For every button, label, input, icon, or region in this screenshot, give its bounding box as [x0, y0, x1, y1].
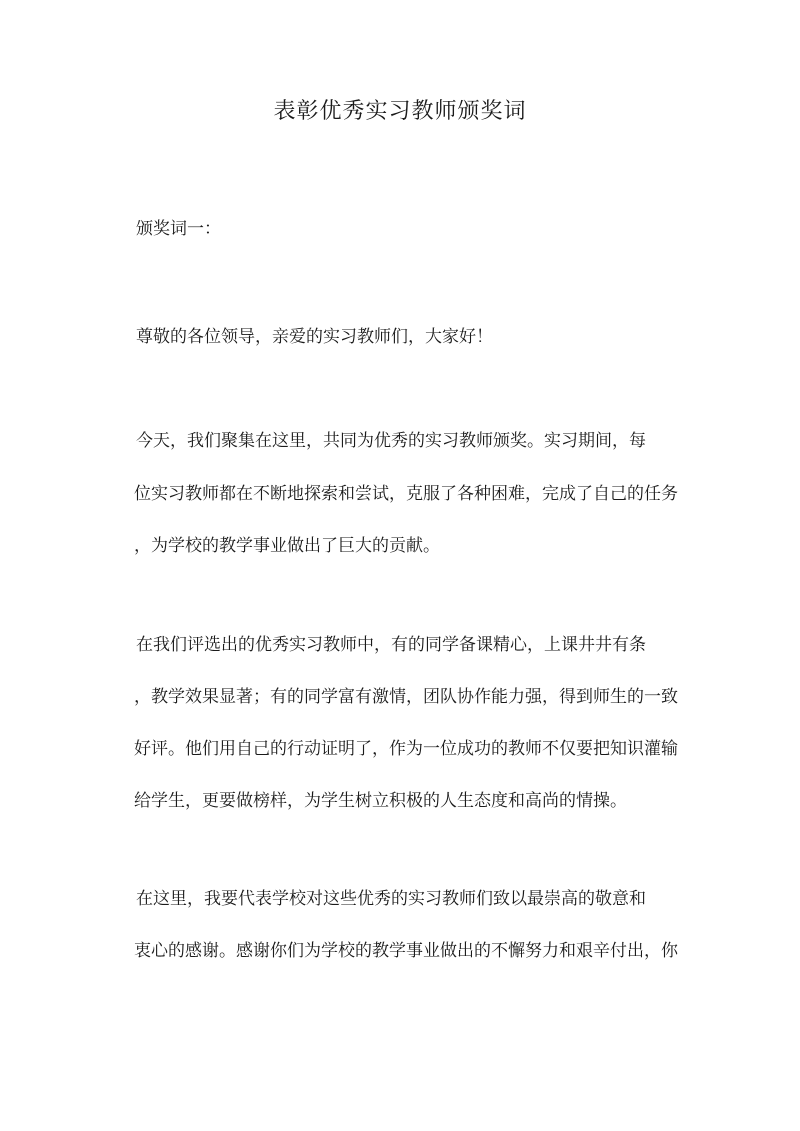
paragraph3-line: 衷心的感谢。感谢你们为学校的教学事业做出的不懈努力和艰辛付出，你 [134, 941, 678, 961]
greeting-line: 尊敬的各位领导，亲爱的实习教师们，大家好！ [136, 327, 493, 347]
paragraph2-line: 给学生，更要做榜样，为学生树立积极的人生态度和高尚的情操。 [134, 791, 627, 811]
paragraph1-line: 今天，我们聚集在这里，共同为优秀的实习教师颁奖。实习期间，每 [136, 431, 646, 451]
paragraph2-line: 在我们评选出的优秀实习教师中，有的同学备课精心，上课井井有条 [136, 635, 646, 655]
paragraph1-line: 位实习教师都在不断地探索和尝试，克服了各种困难，完成了自己的任务 [134, 484, 678, 504]
paragraph3-line: 在这里，我要代表学校对这些优秀的实习教师们致以最崇高的敬意和 [136, 889, 646, 909]
paragraph1-line: ，为学校的教学事业做出了巨大的贡献。 [134, 536, 440, 556]
section-label: 颁奖词一： [136, 219, 221, 239]
document-title: 表彰优秀实习教师颁奖词 [273, 99, 527, 124]
paragraph2-line: ，教学效果显著；有的同学富有激情，团队协作能力强，得到师生的一致 [134, 687, 678, 707]
paragraph2-line: 好评。他们用自己的行动证明了，作为一位成功的教师不仅要把知识灌输 [134, 739, 678, 759]
